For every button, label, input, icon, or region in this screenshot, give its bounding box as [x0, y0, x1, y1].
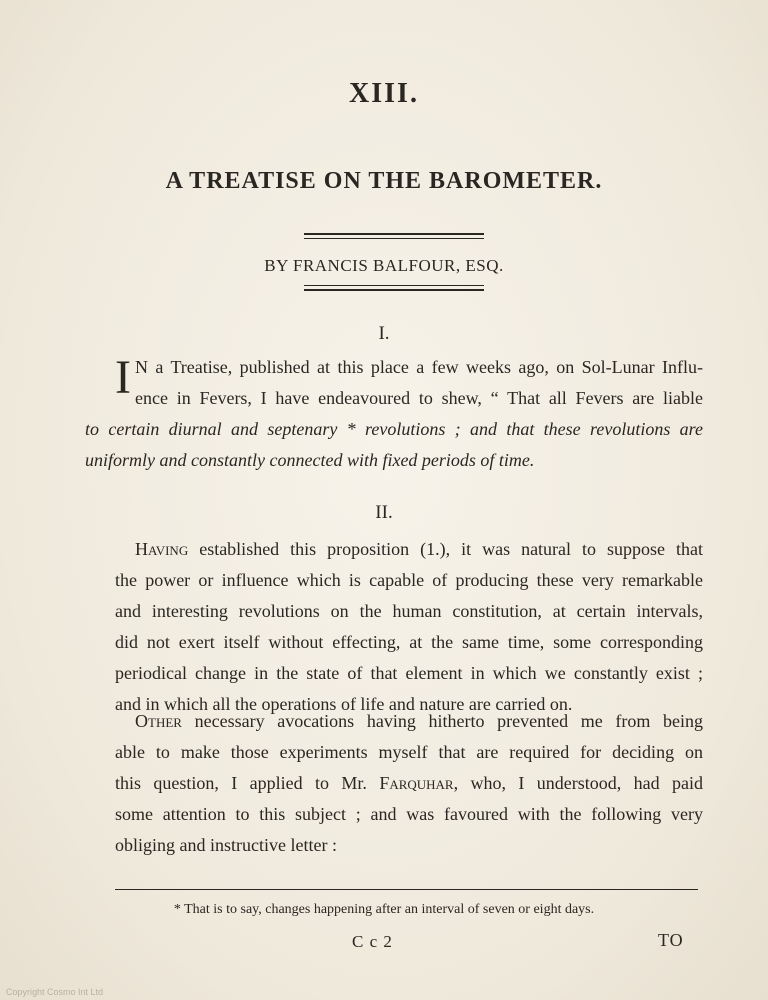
paragraph-line: and interesting revolutions on the human constitution, at certain intervals, [115, 601, 703, 621]
section-number-1: I. [378, 323, 390, 344]
paragraph-line: periodical change in the state of that element in which we constantly exist ; [115, 663, 703, 683]
paragraph-line: Having established this proposition (1.), it was natural to suppose that [135, 539, 703, 559]
author-line: BY FRANCIS BALFOUR, ESQ. [264, 256, 504, 275]
paragraph-2 [115, 534, 703, 720]
paragraph-line: to certain diurnal and septenary * revolutions ; and that these revolutions are [85, 419, 703, 439]
title-rule-thin [304, 238, 484, 239]
person-name: Farquhar [379, 773, 454, 793]
footnote: * That is to say, changes happening after an interval of seven or eight days. [173, 902, 595, 917]
catchword: TO [658, 930, 684, 950]
treatise-title: A TREATISE ON THE BAROMETER. [165, 168, 603, 194]
paragraph-line: able to make those experiments myself that are required for deciding on [115, 742, 703, 762]
author-rule-thick [304, 289, 484, 291]
paragraph-line: obliging and instructive letter : [115, 835, 337, 855]
section-number-2: II. [375, 502, 393, 523]
paragraph-line: ence in Fevers, I have endeavoured to shew, “ That all Fevers are liable [134, 388, 703, 408]
paragraph-line: and in which all the operations of life and nature are carried on. [115, 694, 573, 714]
title-rule-thick [304, 233, 484, 235]
paragraph-line: uniformly and constantly connected with fixed periods of time. [85, 450, 535, 470]
paragraph-line: Other necessary avocations having hitherto prevented me from being [135, 711, 703, 731]
paragraph-line: the power or influence which is capable of producing these very remarkable [115, 570, 703, 590]
paragraph-line: did not exert itself without effecting, at the same time, some corresponding [115, 632, 703, 652]
chapter-number: XIII. [349, 78, 419, 109]
paragraph-3 [115, 706, 703, 861]
paragraph-line: some attention to this subject ; and was favoured with the following very [115, 804, 703, 824]
footnote-rule [115, 889, 698, 890]
signature-mark: C c 2 [352, 932, 393, 951]
paragraph-1 [85, 351, 703, 476]
paragraph-line: N a Treatise, published at this place a few weeks ago, on Sol-Lunar Influ- [134, 357, 703, 377]
paragraph-line: this question, I applied to Mr. Farquhar, who, I understood, had paid [115, 773, 704, 793]
copyright-watermark: Copyright Cosmo Int Ltd [6, 987, 104, 997]
drop-cap: I [115, 351, 131, 404]
author-rule-thin [304, 285, 484, 286]
